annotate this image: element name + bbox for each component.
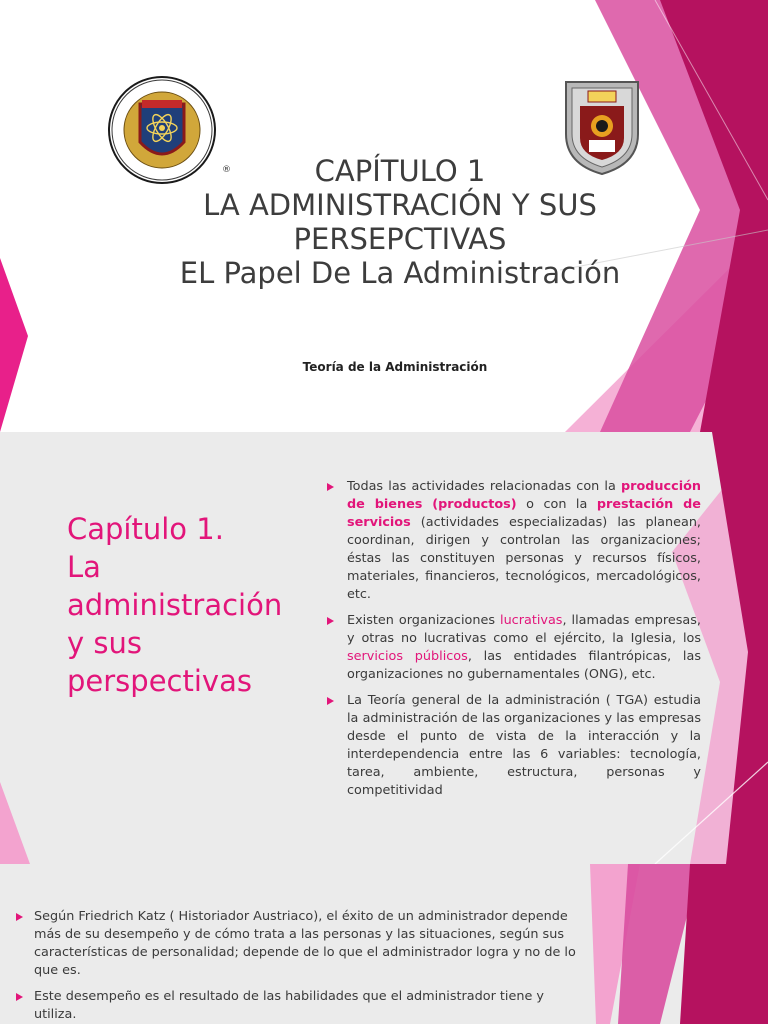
bullet-list (327, 478, 701, 808)
triangle-bullet-icon (327, 697, 334, 705)
list-item: Este desempeño es el resultado de las habilidades que el administrador tiene y utiliza. (16, 988, 588, 1024)
left-accent-shape (0, 258, 28, 432)
title-line: PERSEPCTIVAS (293, 222, 507, 256)
svg-text:®: ® (222, 165, 231, 175)
title-line: EL Papel De La Administración (179, 256, 621, 290)
triangle-bullet-icon (16, 913, 23, 921)
list-item: Según Friedrich Katz ( Historiador Austriaco), el éxito de un administrador depende más de su desempeño y de cómo trata a las personas y las situaciones, según sus características de personalidad; depende de lo que el administrador logra y no de lo que es. (16, 908, 588, 980)
bullet-list-2 (16, 908, 588, 1032)
triangle-bullet-icon (327, 617, 334, 625)
list-item: Existen organizaciones lucrativas, llamadas empresas, y otras no lucrativas como el ejército, la Iglesia, los servicios públicos, las entidades filantrópicas, las organizaciones no gubernamentales (ONG), etc. (327, 612, 701, 684)
slide-title (0, 0, 768, 432)
presentation-title (140, 154, 660, 290)
dark-magenta-shape (680, 864, 768, 1024)
bottom-left-shape (0, 782, 30, 864)
section-title: Capítulo 1. La administración y sus perspectivas (67, 512, 283, 698)
title-line: LA ADMINISTRACIÓN Y SUS (203, 188, 597, 222)
list-item: Todas las actividades relacionadas con la producción de bienes (productos) o con la prestación de servicios (actividades especializadas) las planean, coordinan, dirigen y controlan las organizaciones; éstas las constituyen personas y recursos físicos, materiales, financieros, tecnológicos, mercadológicos, etc. (327, 478, 701, 604)
triangle-bullet-icon (327, 483, 334, 491)
course-subtitle: Teoría de la Administración (302, 360, 488, 374)
title-line: CAPÍTULO 1 (314, 154, 486, 188)
triangle-bullet-icon (16, 993, 23, 1001)
list-item: La Teoría general de la administración ( TGA) estudia la administración de las organizaciones y las empresas desde el punto de vista de la interacción y la interdependencia entre las 6 variables: tecnología, tarea, ambiente, estructura, personas y competitividad (327, 692, 701, 800)
